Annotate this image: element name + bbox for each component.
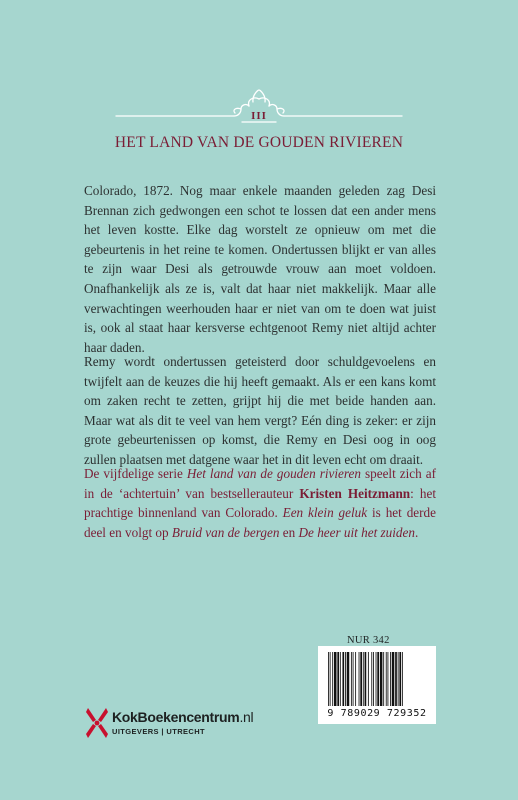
barcode-bars-icon bbox=[326, 652, 428, 706]
isbn-number: 9 789029 729352 bbox=[327, 708, 427, 719]
ornament-flourish-icon bbox=[114, 86, 404, 132]
series-name: Het land van de gouden rivieren bbox=[186, 466, 361, 481]
publisher-logo-mark-icon bbox=[86, 706, 108, 740]
blurb-paragraph-1: Colorado, 1872. Nog maar enkele maanden geleden zag Desi Brennan zich gedwongen een schot te lossen dat een ander mens het leven kostte. Elke dag worstelt ze opnieuw om met die gebeurtenis in het reine te komen. Ondertussen blijkt er van alles te zijn waar Desi als getrouwde vrouw aan moet voldoen. Onafhankelijk als ze is, valt dat haar niet makkelijk. Maar alle verwachtingen weerhouden haar er niet van om te doen wat juist is, ook al staat haar kersverse echtgenoot Remy niet altijd achter haar daden. bbox=[84, 183, 436, 355]
promo-text: is het derde deel en volgt op bbox=[84, 505, 436, 540]
promo-text: en bbox=[279, 524, 299, 540]
publisher-subtitle: UITGEVERS | UTRECHT bbox=[112, 727, 206, 736]
publisher-name-main: KokBoekencentrum bbox=[112, 709, 240, 725]
blurb-paragraph-2: Remy wordt ondertussen geteisterd door schuldgevoelens en twijfelt aan de keuzes die hij heeft gemaakt. Als er een kans komt om zaken recht te zetten, grijpt hij die met beide handen aan. Maar wat als dit te veel van hem vergt? Eén ding is zeker: er zijn grote gebeurtenissen op komst, die Remy en Desi oog in oog zullen plaatsen met datgene waar het in dit leven echt om draait. bbox=[84, 354, 436, 467]
promo-text: . bbox=[414, 524, 419, 540]
previous-book-title: Bruid van de bergen bbox=[171, 524, 280, 540]
previous-book-title: De heer uit het zuiden bbox=[298, 524, 415, 540]
nur-code: NUR 342 bbox=[347, 635, 390, 646]
promo-text: speelt zich af in de ‘achtertuin’ van bestsellerauteur bbox=[84, 466, 436, 501]
series-promo-paragraph bbox=[84, 464, 436, 542]
promo-text: : het prachtige binnenland van Colorado. bbox=[84, 485, 436, 521]
series-title: HET LAND VAN DE GOUDEN RIVIEREN bbox=[114, 134, 404, 151]
publisher-logo bbox=[86, 706, 286, 742]
author-name: Kristen Heitzmann bbox=[299, 485, 411, 501]
barcode bbox=[318, 646, 436, 724]
publisher-name-tld: .nl bbox=[239, 709, 254, 725]
publisher-name bbox=[112, 709, 253, 725]
series-volume-number: III bbox=[251, 110, 267, 122]
promo-text: De vijfdelige serie bbox=[84, 466, 187, 481]
book-title: Een klein geluk bbox=[282, 505, 368, 521]
